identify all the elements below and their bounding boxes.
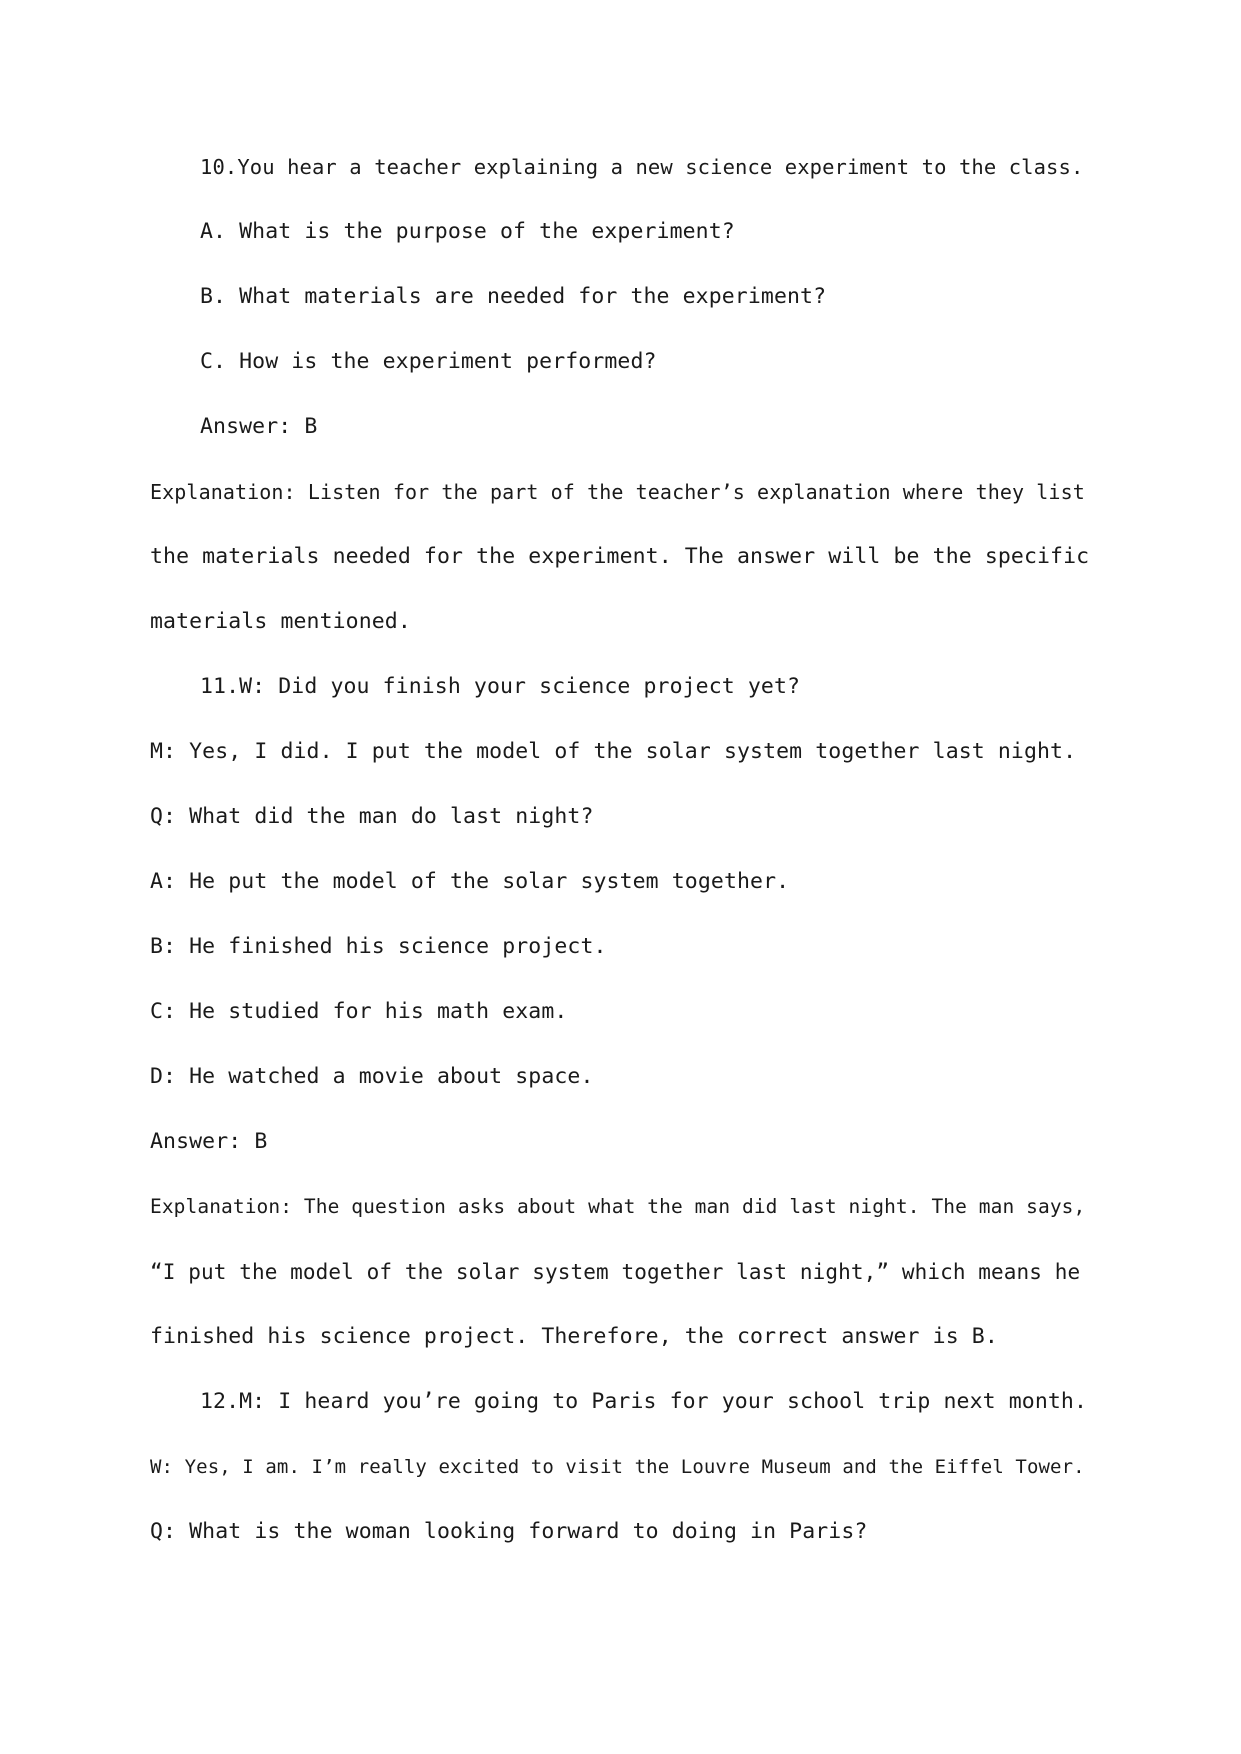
question-11-option-c: C: He studied for his math exam.: [150, 999, 568, 1024]
question-12-question: Q: What is the woman looking forward to doing in Paris?: [150, 1519, 868, 1544]
question-10-explanation-line-1: Explanation: Listen for the part of the teacher’s explanation where they list: [150, 480, 1085, 504]
question-11-option-b: B: He finished his science project.: [150, 934, 607, 959]
question-11-question: Q: What did the man do last night?: [150, 804, 594, 829]
question-10-prompt: 10.You hear a teacher explaining a new science experiment to the class.: [200, 155, 1084, 179]
question-11-answer: Answer: B: [150, 1129, 268, 1154]
question-11-explanation-line-3: finished his science project. Therefore, the correct answer is B.: [150, 1324, 998, 1349]
question-10-explanation-line-3: materials mentioned.: [150, 609, 411, 634]
question-10-option-a: A. What is the purpose of the experiment?: [200, 219, 735, 244]
question-11-option-d: D: He watched a movie about space.: [150, 1064, 594, 1089]
question-10-option-c: C. How is the experiment performed?: [200, 349, 657, 374]
question-11-explanation-line-1: Explanation: The question asks about what the man did last night. The man says,: [150, 1195, 1086, 1218]
question-10-explanation-line-2: the materials needed for the experiment. The answer will be the specific: [150, 544, 1090, 569]
question-10-answer: Answer: B: [200, 414, 318, 439]
question-12-dialogue-w: W: Yes, I am. I’m really excited to visit the Louvre Museum and the Eiffel Tower.: [150, 1456, 1085, 1478]
question-11-dialogue-m: M: Yes, I did. I put the model of the solar system together last night.: [150, 739, 1077, 764]
question-12-dialogue-m: 12.M: I heard you’re going to Paris for your school trip next month.: [200, 1389, 1087, 1414]
question-11-dialogue-w: 11.W: Did you finish your science project yet?: [200, 674, 801, 699]
question-11-explanation-line-2: “I put the model of the solar system together last night,” which means he: [150, 1260, 1081, 1284]
question-11-option-a: A: He put the model of the solar system together.: [150, 869, 790, 894]
question-10-option-b: B. What materials are needed for the experiment?: [200, 284, 827, 309]
